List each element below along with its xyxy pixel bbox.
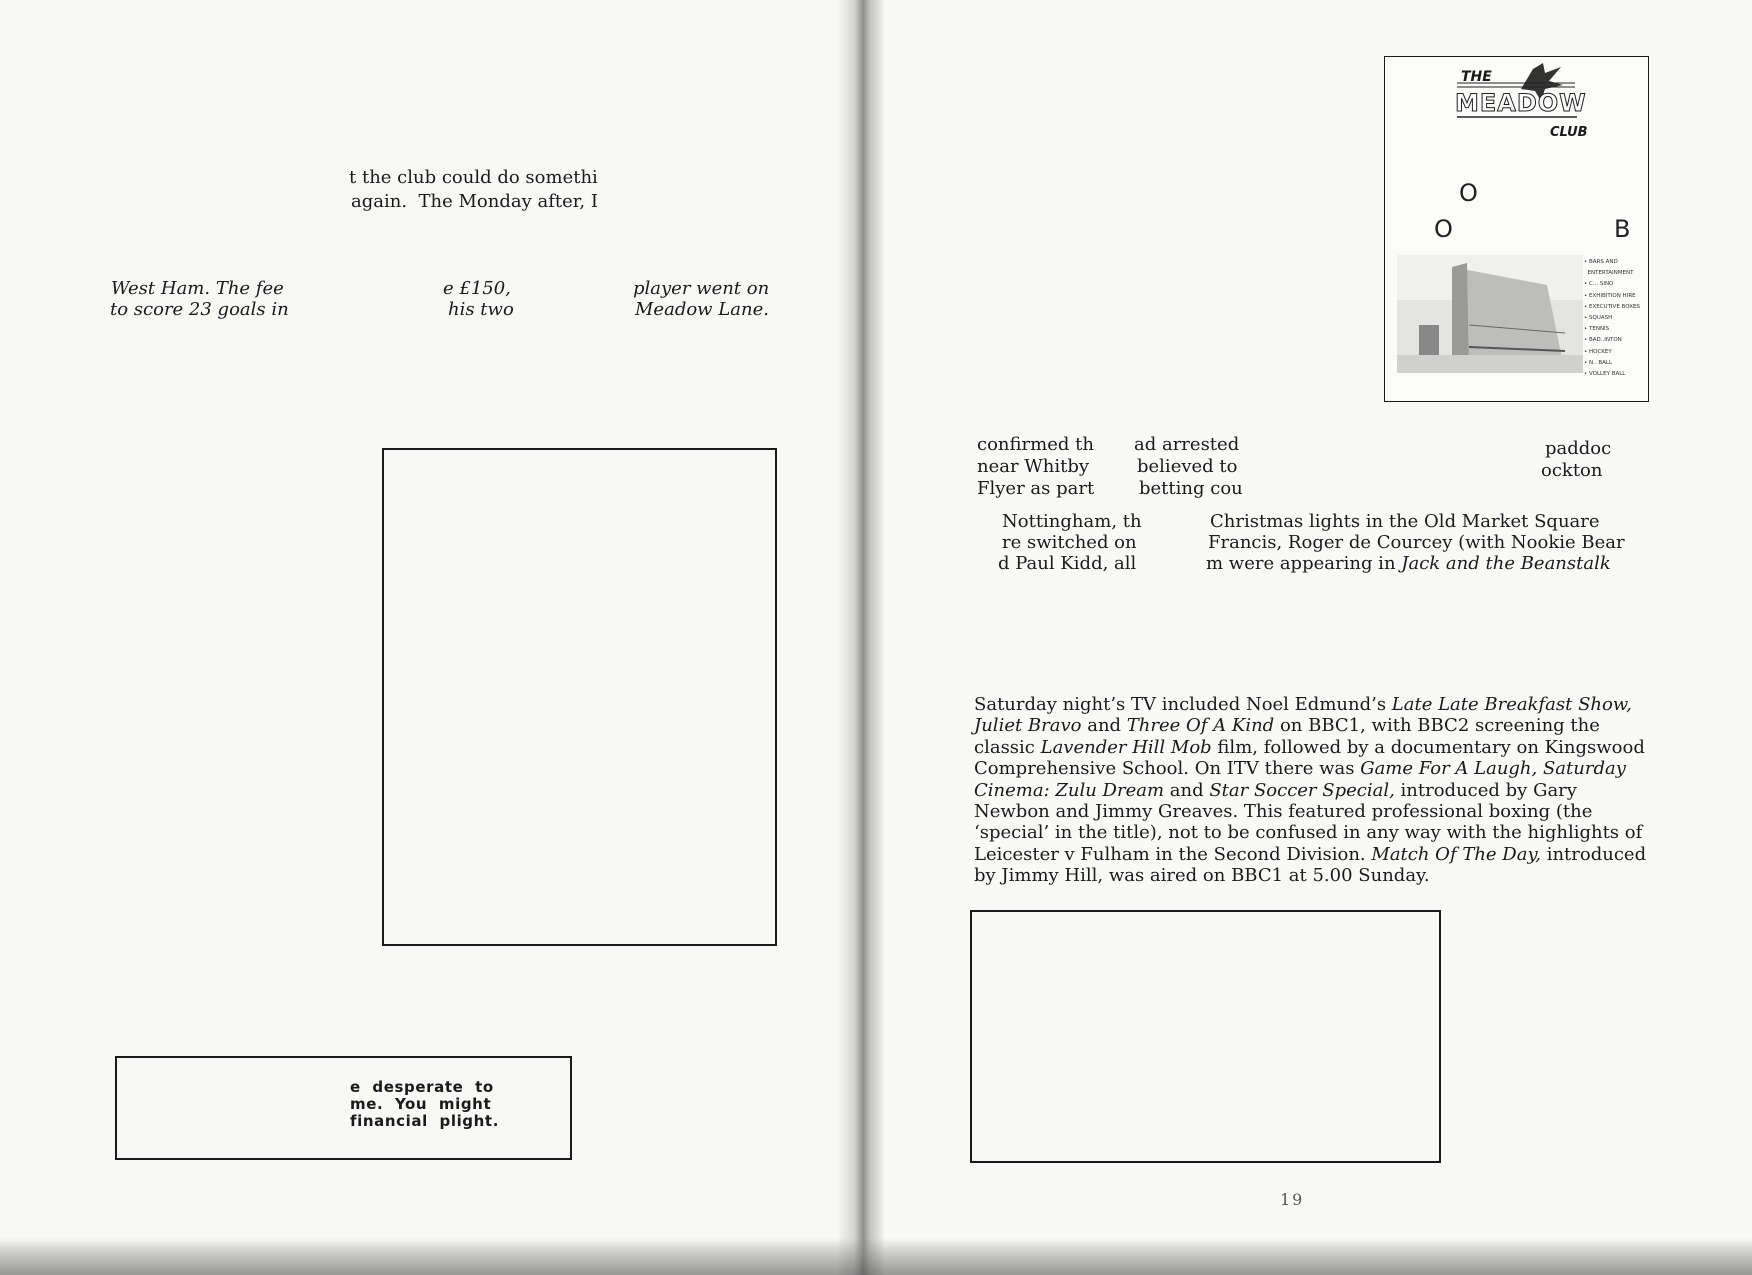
page-bottom-edge [0,1238,1752,1275]
caption-line-1: e desperate to [350,1078,494,1096]
facility-item: • SQUASH [1584,315,1613,322]
news1-col2-line3: betting cou [1139,478,1243,499]
quote-col1-line1: West Ham. The fee [111,278,284,299]
top-text-line-2: again. The Monday after, I [351,191,598,212]
poster-club-text: CLUB [1550,125,1588,140]
news2-col2-line1: Christmas lights in the Old Market Square [1210,511,1600,532]
facility-item: • EXECUTIVE BOXES [1584,303,1640,310]
poster-letter-2: O [1434,215,1453,243]
news2-col1-line3: d Paul Kidd, all [998,553,1137,574]
news2-col2-line2: Francis, Roger de Courcey (with Nookie Bear [1208,532,1625,553]
facility-item: • BARS AND [1584,259,1618,265]
news2-col1-line2: re switched on [1002,532,1137,553]
left-page [0,0,860,1275]
news1-col2-line2: believed to [1137,456,1238,477]
poster-the-text: THE [1461,69,1492,85]
facilities-list [1584,257,1640,380]
photo-placeholder-right [970,910,1441,1163]
quote-col3-line2: Meadow Lane. [635,299,769,320]
quote-col1-line2: to score 23 goals in [110,299,289,320]
facility-item: • N.. BALL [1584,359,1613,366]
facility-item: • TENNIS [1584,326,1610,333]
facility-item: • C... SINO [1584,281,1614,288]
quote-col3-line1: player went on [633,278,770,299]
news1-col3-line2: ockton [1541,460,1603,481]
poster-letter-1: O [1459,179,1478,207]
caption-line-2: me. You might [350,1095,492,1113]
news1-col3-line1: paddoc [1545,438,1612,459]
news1-col1-line2: near Whitby [977,456,1090,477]
right-page [860,0,1752,1275]
facility-item: • BAD..INTON [1584,337,1622,344]
caption-box [115,1056,572,1160]
facility-item: • HOCKEY [1584,348,1612,355]
news1-col1-line1: confirmed th [977,434,1094,455]
facility-item: ENTERTAINMENT [1584,270,1634,277]
page-number: 19 [1280,1190,1305,1209]
news1-col2-line1: ad arrested [1134,434,1240,455]
caption-line-3: financial plight. [350,1112,499,1130]
photo-placeholder-left [382,448,777,946]
tv-paragraph: Saturday night’s TV included Noel Edmund’s Late Late Breakfast Show, Juliet Bravo and Three Of A Kind on BBC1, with BBC2 screening the classic Lavender Hill Mob film, followed by a documentary on Kingswood Comprehensive School. On ITV there was Game For A Laugh, Saturday Cinema: Zulu Dream and Star Soccer Special, introduced by Gary Newbon and Jimmy Greaves. This featured professional boxing (the ‘special’ in the title), not to be confused in any way with the highlights of Leicester v Fulham in the Second Division. Match Of The Day, introduced by Jimmy Hill, was aired on BBC1 at 5.00 Sunday. [974,694,1647,887]
poster-meadow-text: MEADOW [1455,89,1587,117]
book-spine [838,0,884,1275]
facility-item: • EXHIBITION HIRE [1584,292,1636,299]
quote-col2-line1: e £150, [443,278,511,299]
top-text-line-1: t the club could do somethi [349,167,598,188]
facility-item: • VOLLEY BALL [1584,371,1626,378]
news2-col1-line1: Nottingham, th [1002,511,1142,532]
poster-letter-3: B [1614,215,1631,243]
clubhouse-photo [1397,255,1583,373]
quote-col2-line2: his two [448,299,514,320]
news2-col2-line3: m were appearing in Jack and the Beanstalk [1206,553,1611,574]
meadow-club-poster [1384,56,1649,402]
news1-col1-line3: Flyer as part [977,478,1095,499]
